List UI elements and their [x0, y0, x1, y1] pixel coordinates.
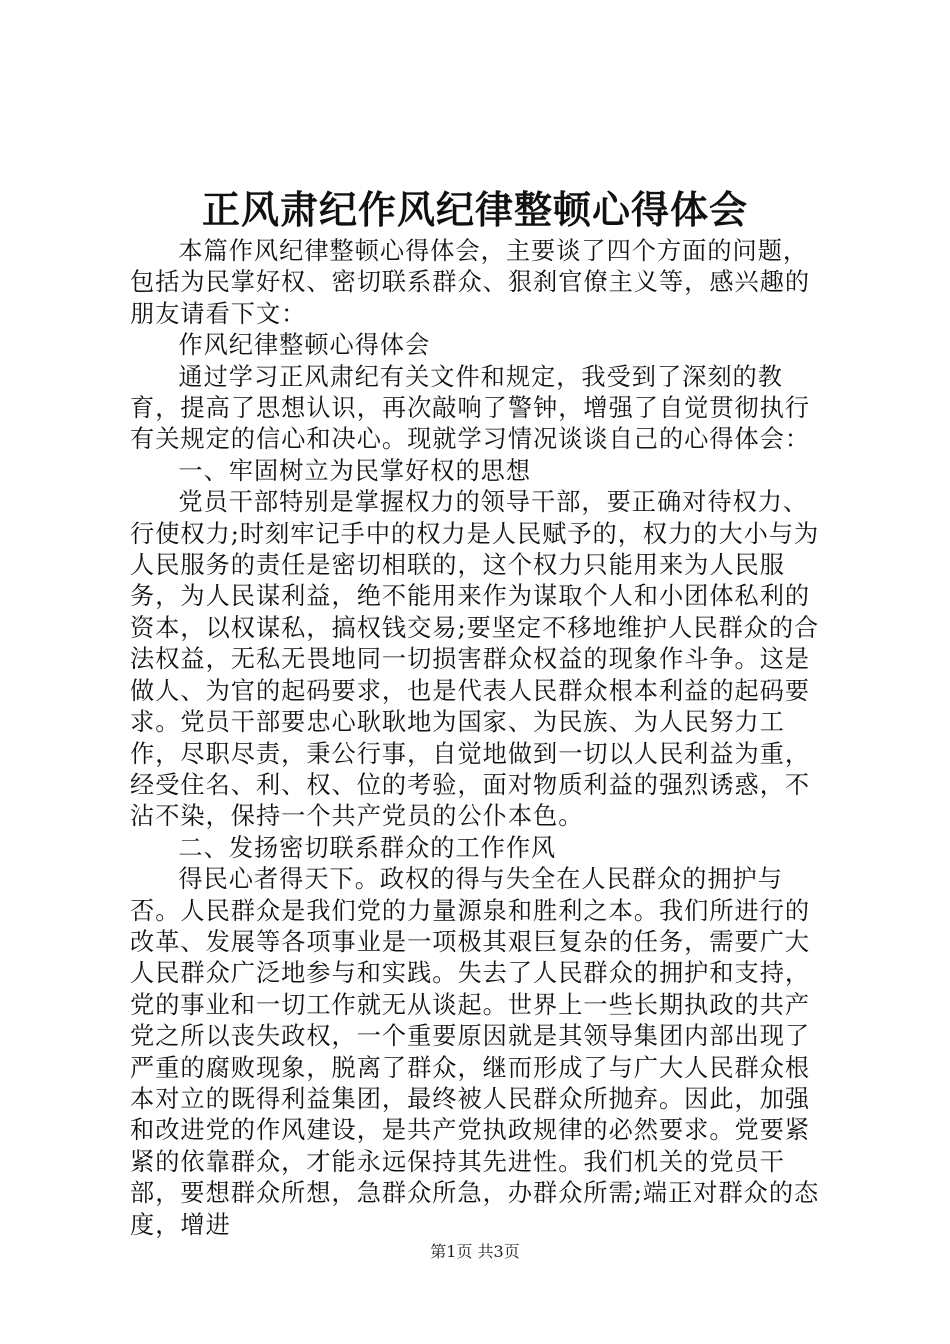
subtitle-paragraph: 作风纪律整顿心得体会	[178, 331, 431, 360]
page-number-footer: 第1页 共3页	[430, 1242, 520, 1261]
section-heading-2: 二、发扬密切联系群众的工作作风	[178, 833, 557, 862]
section-heading-1: 一、牢固树立为民掌好权的思想	[178, 456, 532, 485]
section-1-paragraph: 党员干部特别是掌握权力的领导干部，要正确对待权力、行使权力;时刻牢记手中的权力是人民赋予的，权力的大小与为人民服务的责任是密切相联的，这个权力只能用来为人民服务，为人民谋利益，绝不能用来作为谋取个人和小团体私利的资本，以权谋私，搞权钱交易;要坚定不移地维护人民群众的合法权益，无私无畏地同一切损害群众权益的现象作斗争。这是做人、为官的起码要求，也是代表人民群众根本利益的起码要求。党员干部要忠心耿耿地为国家、为民族、为人民努力工作，尽职尽责，秉公行事，自觉地做到一切以人民利益为重，经受住名、利、权、位的考验，面对物质利益的强烈诱惑，不沾不染，保持一个共产党员的公仆本色。	[130, 488, 820, 831]
page-title: 正风肃纪作风纪律整顿心得体会	[201, 187, 748, 232]
intro-paragraph: 本篇作风纪律整顿心得体会，主要谈了四个方面的问题，包括为民掌好权、密切联系群众、狠刹官僚主义等，感兴趣的朋友请看下文：	[130, 237, 811, 328]
section-2-paragraph: 得民心者得天下。政权的得与失全在人民群众的拥护与否。人民群众是我们党的力量源泉和胜利之本。我们所进行的改革、发展等各项事业是一项极其艰巨复杂的任务，需要广大人民群众广泛地参与和实践。失去了人民群众的拥护和支持，党的事业和一切工作就无从谈起。世界上一些长期执政的共产党之所以丧失政权，一个重要原因就是其领导集团内部出现了严重的腐败现象，脱离了群众，继而形成了与广大人民群众根本对立的既得利益集团，最终被人民群众所抛弃。因此，加强和改进党的作风建设，是共产党执政规律的必然要求。党要紧紧的依靠群众，才能永远保持其先进性。我们机关的党员干部，要想群众所想，急群众所急，办群众所需;端正对群众的态度，增进	[130, 865, 820, 1239]
document-body	[130, 236, 832, 1241]
opening-paragraph: 通过学习正风肃纪有关文件和规定，我受到了深刻的教育，提高了思想认识，再次敲响了警钟，增强了自觉贯彻执行有关规定的信心和决心。现就学习情况谈谈自己的心得体会：	[130, 362, 811, 454]
